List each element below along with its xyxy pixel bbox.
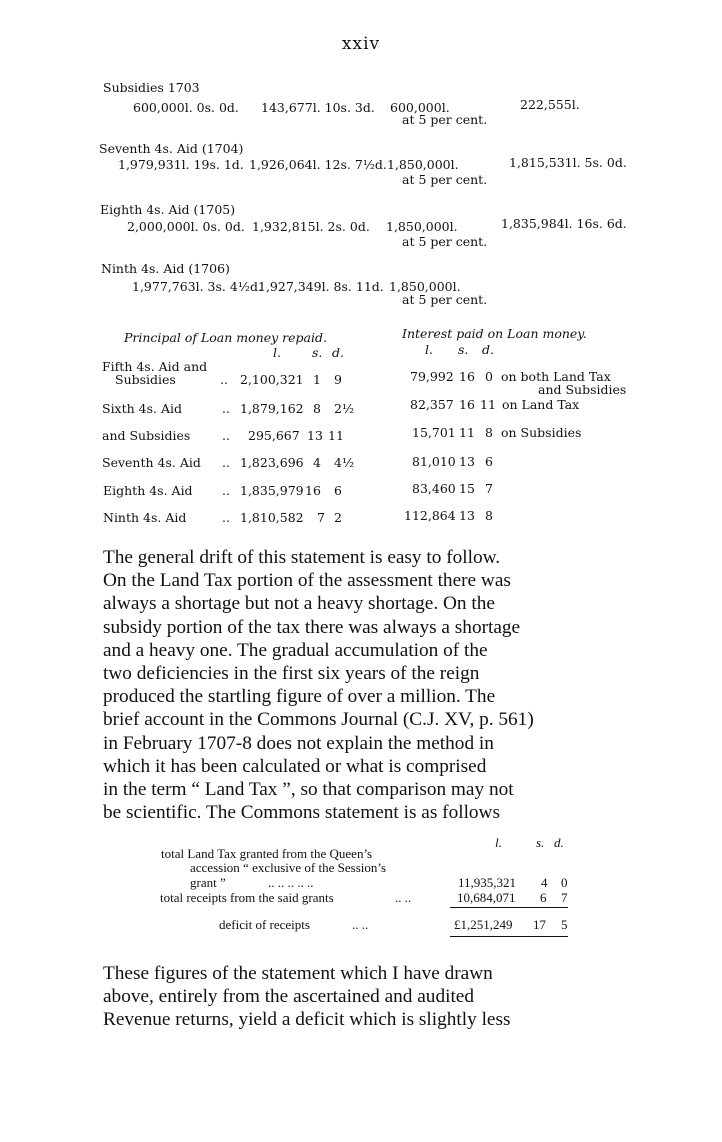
text-line: Revenue returns, yield a deficit which is slightly less [103,1009,511,1031]
repaid-s: 4 [313,455,321,470]
body-paragraph [103,546,623,824]
aid-loan: 1,850,000l. [387,157,459,172]
commons-row-label: total receipts from the said grants [160,890,334,905]
lsd-header: l. [273,345,281,360]
repaid-s: 1 [313,372,321,387]
aid-repaid: 222,555l. [520,97,580,112]
aid-receipts: 1,926,064l. 12s. 7½d. [249,157,387,172]
page-number: xxiv [341,34,381,54]
repaid-l: 1,810,582 [240,510,304,525]
commons-l: 11,935,321 [458,875,517,890]
aid-loan-rate: at 5 per cent. [402,234,488,249]
interest-s: 11 [459,425,475,440]
aid-receipts: 143,677l. 10s. 3d. [261,100,375,115]
lsd-header: l. [495,835,502,850]
aid-granted: 2,000,000l. 0s. 0d. [127,219,245,234]
interest-d: 8 [485,508,493,523]
dot-leader: .. [222,401,230,416]
text-line: subsidy portion of the tax there was always a shortage [103,616,521,638]
aid-title: Ninth 4s. Aid (1706) [101,261,230,276]
commons-l: 10,684,071 [457,890,516,905]
row-label: Sixth 4s. Aid [102,401,182,416]
commons-row-label: deficit of receipts [219,917,310,932]
text-line: The general drift of this statement is easy to follow. [103,547,501,568]
row-label: and Subsidies [102,428,191,443]
repaid-heading: Principal of Loan money repaid. [124,330,327,345]
repaid-l: 2,100,321 [240,372,304,387]
interest-l: 83,460 [412,481,456,496]
aid-title: Subsidies 1703 [103,80,200,95]
repaid-d: 9 [334,372,342,387]
interest-l: 112,864 [404,508,456,523]
text-line: produced the startling figure of over a million. The [103,686,496,708]
commons-s: 6 [540,890,547,905]
repaid-s: 7 [317,510,325,525]
text-line: above, entirely from the ascertained and audited [103,986,475,1008]
aid-loan-rate: at 5 per cent. [402,292,488,307]
aid-repaid: 1,815,531l. 5s. 0d. [509,155,627,170]
lsd-header: d. [554,835,564,850]
repaid-l: 1,879,162 [240,401,304,416]
dot-leader: .. [222,483,230,498]
text-line: two deficiencies in the first six years of the reign [103,663,480,685]
row-label: Eighth 4s. Aid [103,483,193,498]
aid-title: Eighth 4s. Aid (1705) [100,202,236,217]
commons-row-label: grant ” [190,875,226,890]
aid-loan: 1,850,000l. [389,279,461,294]
dot-leader: .. .. .. .. .. [268,875,314,890]
interest-d: 8 [485,425,493,440]
aid-repaid: 1,835,984l. 16s. 6d. [501,216,627,231]
aid-receipts: 1,927,349l. 8s. 11d. [258,279,384,294]
aid-granted: 1,979,931l. 19s. 1d. [118,157,244,172]
dot-leader: .. .. [352,917,369,932]
interest-s: 16 [459,397,475,412]
commons-s: 4 [541,875,548,890]
text-line: be scientific. The Commons statement is as follows [103,802,500,824]
dot-leader: .. [222,455,230,470]
commons-row-label: total Land Tax granted from the Queen’s [161,846,373,861]
aid-loan: 1,850,000l. [386,219,458,234]
interest-d: 7 [485,481,493,496]
lsd-header: s. [536,835,545,850]
commons-total-l: £1,251,249 [454,917,513,932]
text-line: brief account in the Commons Journal (C.J. XV, p. 561) [103,709,534,731]
repaid-l: 1,835,979 [240,483,304,498]
aid-loan: 600,000l. [390,100,450,115]
interest-note: on both Land Tax [501,369,611,384]
dot-leader: .. [220,372,228,387]
dot-leader: .. [222,428,230,443]
aid-granted: 600,000l. 0s. 0d. [133,100,239,115]
interest-s: 13 [459,454,475,469]
interest-d: 11 [480,397,496,412]
repaid-d: 2½ [334,401,355,416]
interest-note: on Land Tax [502,397,580,412]
repaid-d: 2 [334,510,342,525]
sum-rule [450,907,568,908]
text-line: in the term “ Land Tax ”, so that comparison may not [103,779,514,801]
text-line: On the Land Tax portion of the assessment there was [103,570,511,592]
text-line: and a heavy one. The gradual accumulation of the [103,639,488,661]
interest-l: 79,992 [410,369,454,384]
lsd-header: d. [332,345,344,360]
commons-d: 7 [561,890,568,905]
row-label: Fifth 4s. Aid and [102,359,208,374]
repaid-s: 8 [313,401,321,416]
repaid-s: 13 [307,428,323,443]
lsd-header: s. [312,345,323,360]
repaid-l: 295,667 [248,428,300,443]
interest-l: 82,357 [410,397,454,412]
commons-d: 0 [561,875,568,890]
lsd-header: l. [425,342,433,357]
interest-d: 0 [485,369,493,384]
aid-loan-rate: at 5 per cent. [402,172,488,187]
text-line: which it has been calculated or what is comprised [103,755,487,777]
row-label: Seventh 4s. Aid [102,455,201,470]
dot-leader: .. .. [395,890,412,905]
interest-l: 15,701 [412,425,456,440]
row-label: Subsidies [115,372,176,387]
interest-s: 16 [459,369,475,384]
lsd-header: s. [458,342,469,357]
interest-l: 81,010 [412,454,456,469]
repaid-d: 4½ [334,455,355,470]
commons-total-s: 17 [533,917,546,932]
repaid-l: 1,823,696 [240,455,304,470]
text-line: These figures of the statement which I have drawn [103,963,493,984]
row-label: Ninth 4s. Aid [103,510,187,525]
commons-total-d: 5 [561,917,568,932]
interest-s: 13 [459,508,475,523]
interest-s: 15 [459,481,475,496]
interest-heading: Interest paid on Loan money. [402,326,587,341]
interest-d: 6 [485,454,493,469]
sum-rule [450,936,568,937]
commons-row-label: accession “ exclusive of the Session’s [190,860,387,875]
text-line: always a shortage but not a heavy shortage. On the [103,593,495,615]
repaid-d: 11 [328,428,344,443]
interest-note: on Subsidies [501,425,582,440]
body-paragraph [103,962,623,1032]
aid-title: Seventh 4s. Aid (1704) [99,141,244,156]
lsd-header: d. [482,342,494,357]
repaid-d: 6 [334,483,342,498]
aid-loan-rate: at 5 per cent. [402,112,488,127]
aid-granted: 1,977,763l. 3s. 4½d. [132,279,262,294]
text-line: in February 1707-8 does not explain the method in [103,732,494,754]
repaid-s: 16 [305,483,321,498]
dot-leader: .. [222,510,230,525]
interest-note: and Subsidies [538,382,627,397]
aid-receipts: 1,932,815l. 2s. 0d. [252,219,370,234]
